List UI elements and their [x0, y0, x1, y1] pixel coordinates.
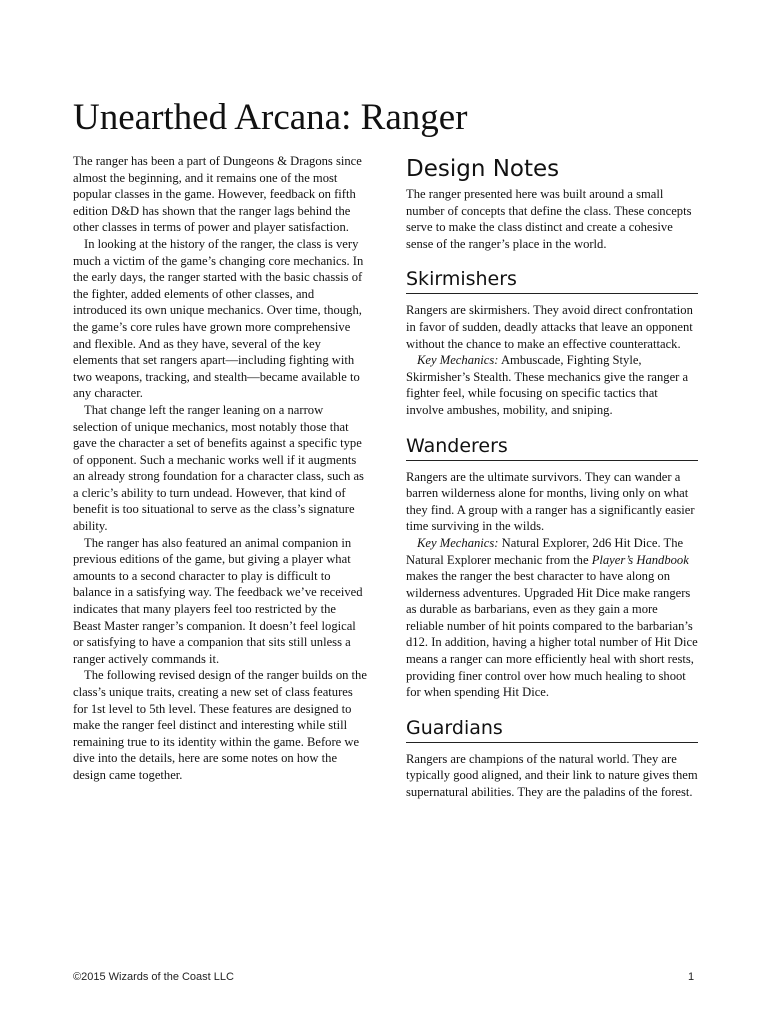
footer-copyright: ©2015 Wizards of the Coast LLC	[73, 971, 234, 983]
skirmishers-section	[406, 267, 698, 418]
page-title: Unearthed Arcana: Ranger	[73, 97, 468, 138]
guardians-heading: Guardians	[406, 716, 698, 743]
key-mechanics-label: Key Mechanics:	[417, 353, 499, 368]
intro-paragraph: The following revised design of the ranger builds on the class’s unique traits, creating a new set of class features for 1st level to 5th level. These features are designed to make the ranger feel distinct and interesting while still remaining true to its identity within the game. Before we dive into the details, here are some notes on how the design came together.	[73, 668, 367, 782]
key-mechanics-text: makes the ranger the best character to have along on wilderness adventures. Upgraded Hit Dice make rangers as durable as barbarians, even as they gain a more reliable number of hit points compared to the barbarian’s d12. In addition, having a higher total number of Hit Dice means a ranger can more efficiently heal with short rests, providing finer control over how much healing to shoot for when spending Hit Dice.	[406, 569, 698, 700]
wanderers-section	[406, 434, 698, 701]
intro-paragraph: The ranger has also featured an animal companion in previous editions of the game, but giving a player what amounts to a second character to play is difficult to balance in a satisfying way. The feedback we’ve received indicates that many players feel too restricted by the Beast Master ranger’s companion. It doesn’t feel logical or satisfying to have a companion that sits still unless a ranger actively commands it.	[73, 535, 363, 666]
key-mechanics-text: Ambuscade, Fighting Style, Skirmisher’s Stealth. These mechanics give the ranger a fighter feel, while focusing on specific tactics that involve ambushes, mobility, and sniping.	[406, 353, 689, 417]
intro-paragraph: In looking at the history of the ranger, the class is very much a victim of the game’s changing core mechanics. In the early days, the ranger started with the basic chassis of the fighter, added elements of other classes, and introduced its own unique mechanics. Over time, though, the game’s core rules have grown more comprehensive and flexible. And as they have, several of the key elements that set rangers apart—including fighting with two weapons, tracking, and stealth—became available to any character.	[73, 236, 364, 401]
book-title: Player’s Handbook	[591, 552, 689, 567]
design-notes-heading: Design Notes	[406, 156, 560, 182]
skirmishers-heading: Skirmishers	[406, 267, 698, 294]
key-mechanics-text: Natural Explorer, 2d6 Hit Dice. The Natural Explorer mechanic from the	[406, 535, 684, 567]
skirmishers-text: Rangers are skirmishers. They avoid direct confrontation in favor of sudden, deadly attacks that leave an opponent without the chance to make an effective counterattack.	[406, 303, 693, 351]
guardians-section	[406, 716, 698, 801]
skirmishers-key-mechanics	[406, 352, 698, 418]
wanderers-heading: Wanderers	[406, 434, 698, 461]
wanderers-key-mechanics	[406, 535, 698, 701]
page-number: 1	[688, 971, 695, 983]
intro-paragraph: The ranger has been a part of Dungeons & Dragons since almost the beginning, and it remains one of the most popular classes in the game. However, feedback on fifth edition D&D has shown that the ranger lags behind the other classes in terms of power and player satisfaction.	[73, 154, 362, 235]
wanderers-text: Rangers are the ultimate survivors. They can wander a barren wilderness alone for months, living only on what they find. A group with a ranger has a significantly easier time surviving in the wilds.	[406, 469, 695, 534]
design-notes-column	[406, 154, 698, 801]
intro-column	[73, 153, 367, 784]
design-notes-text: The ranger presented here was built around a small number of concepts that define the class. These concepts serve to make the class distinct and create a cohesive sense of the ranger’s place in the world.	[406, 187, 692, 251]
key-mechanics-label: Key Mechanics:	[417, 535, 499, 550]
intro-paragraph: That change left the ranger leaning on a narrow selection of unique mechanics, most notably those that gave the character a set of benefits against a specific type of opponent. Such a mechanic works well if it augments an already strong foundation for a character class, such as a cleric’s ability to turn undead. However, that kind of benefit is too situational to serve as the class’s signature ability.	[73, 402, 364, 534]
guardians-text: Rangers are champions of the natural world. They are typically good aligned, and their link to nature gives them supernatural abilities. They are the paladins of the forest.	[406, 751, 698, 800]
